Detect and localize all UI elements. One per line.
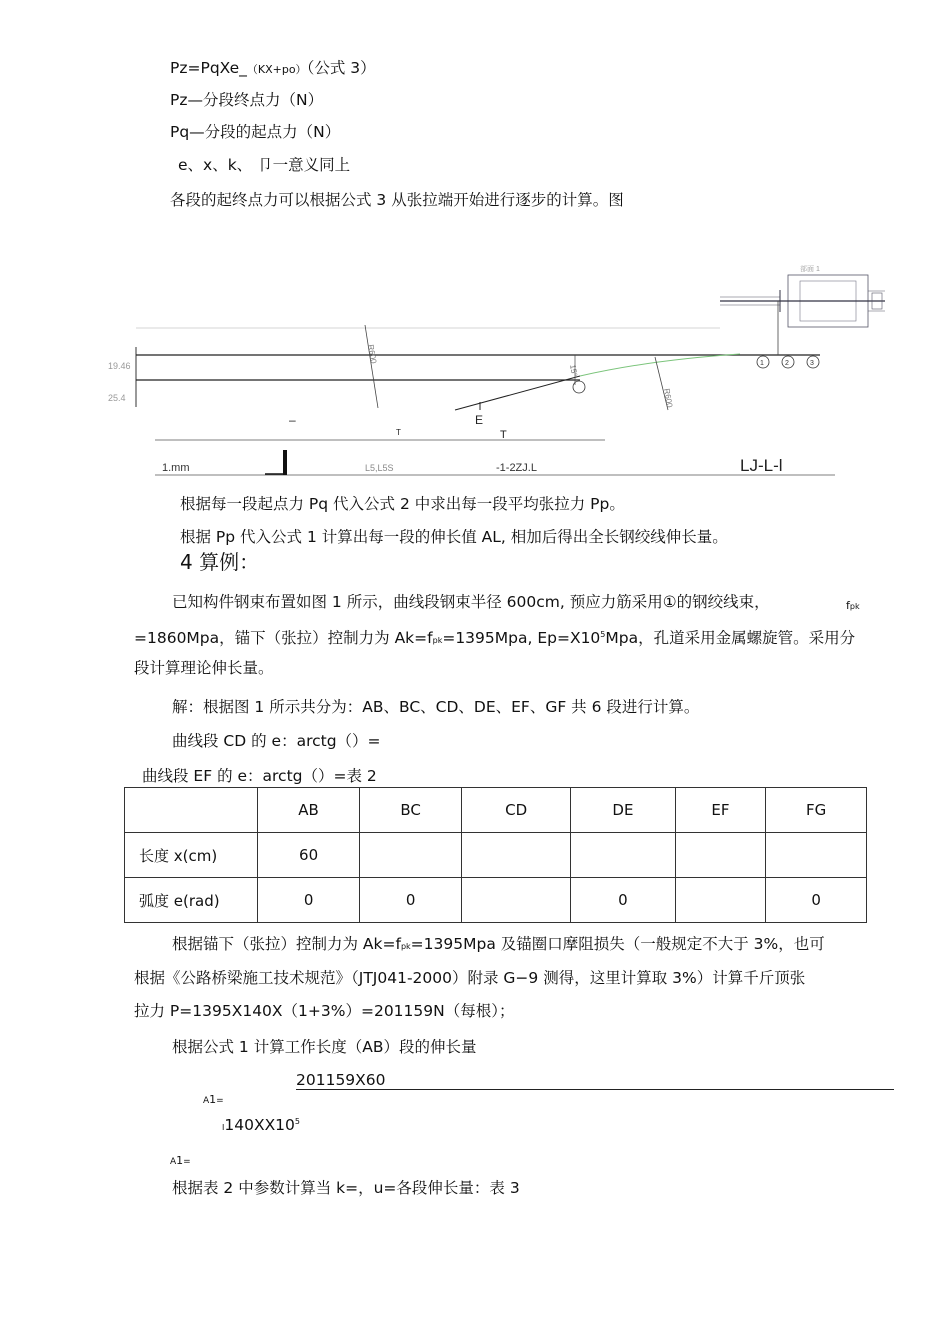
table-2 (124, 787, 867, 923)
table-header-cell (125, 788, 258, 833)
table-cell (766, 833, 867, 878)
table-row (125, 833, 867, 878)
table-header-cell: AB (258, 788, 360, 833)
bottom-code: -1-2ZJ.L (496, 462, 537, 474)
label-r-a: R600 (366, 343, 379, 365)
formula-3-label: （公式 3） (306, 59, 376, 77)
table-header-cell: FG (766, 788, 867, 833)
para-3-text-d: Mpa，孔道采用金属螺旋管。采用分 (605, 629, 856, 648)
para-3-text-c: =1395Mpa, Ep=X10 (442, 629, 601, 648)
result-lhs-a: A (170, 1157, 177, 1167)
para-7-sub: pk (400, 942, 411, 951)
tendon-figure (0, 255, 950, 485)
table-cell: 60 (258, 833, 360, 878)
para-7-text-a: 根据锚下（张拉）控制力为 Ak=f (172, 935, 401, 953)
marker-2-label: 2 (785, 360, 789, 367)
def-pq: Pq—分段的起点力（N） (170, 123, 341, 141)
para-3-line-3: 段计算理论伸长量。 (134, 659, 274, 677)
marker-1-label: 1 (760, 360, 764, 367)
fpk-sub: pk (849, 602, 860, 611)
table-cell: 0 (571, 878, 675, 923)
label-t2: T (500, 429, 507, 441)
table-row-label: 弧度 e(rad) (125, 878, 258, 923)
para-7-line-2: 根据《公路桥梁施工技术规范》（JTJ041-2000）附录 G−9 测得，这里计算取 3%）计算千斤顶张 (134, 969, 806, 987)
para-3-line-1 (172, 592, 770, 612)
label-r-b: R600 (662, 387, 675, 409)
para-calc: 各段的起终点力可以根据公式 3 从张拉端开始进行逐步的计算。图 (170, 191, 624, 209)
dim-left-2: 25.4 (108, 393, 126, 403)
table-cell (571, 833, 675, 878)
table-cell: 0 (360, 878, 462, 923)
bottom-title: LJ-L-l (740, 456, 783, 475)
fraction-den-sup: 5 (294, 1117, 300, 1126)
anchor-circle (573, 381, 585, 393)
fraction-numerator: 201159X60 (296, 1071, 386, 1089)
def-pz: Pz—分段终点力（N） (170, 91, 324, 109)
table-header-cell: EF (675, 788, 766, 833)
section-heading: 4 算例： (180, 550, 260, 574)
label-15: 15° (568, 363, 579, 378)
def-others: e、x、k、 卩一意义同上 (178, 156, 351, 174)
para-9: 根据表 2 中参数计算当 k=，u=各段伸长量：表 3 (172, 1179, 520, 1197)
para-4: 解：根据图 1 所示共分为：AB、BC、CD、DE、EF、GF 共 6 段进行计算。 (172, 698, 700, 716)
fraction-lhs (203, 1090, 224, 1111)
marker-3-label: 3 (810, 360, 814, 367)
para-3-sub: pk (432, 636, 443, 646)
radius-line-1 (365, 325, 378, 408)
label-top-right: 部面 1 (800, 266, 820, 273)
table-header-row (125, 788, 867, 833)
para-7-line-3: 拉力 P=1395X140X（1+3%）=201159N（每根）； (134, 1002, 515, 1020)
tendon-straight (455, 376, 580, 410)
formula-3-exponent: （KX+po） (246, 63, 307, 76)
table-row-label: 长度 x(cm) (125, 833, 258, 878)
table-row (125, 878, 867, 923)
bottom-bar-mark (283, 450, 287, 475)
table-header-cell: CD (462, 788, 571, 833)
fraction-den-mark: I (222, 1123, 225, 1133)
formula-3 (170, 58, 376, 80)
para-7-line-1 (172, 934, 825, 957)
para-3-fpk (846, 596, 860, 617)
fpk-f: f (846, 599, 850, 612)
tendon-curve (580, 354, 740, 376)
label-dash: – (289, 413, 296, 427)
label-t1: T (396, 428, 401, 437)
result-lhs-sub: 1 (176, 1154, 184, 1167)
anchorage-detail (720, 264, 885, 355)
fraction-bar (296, 1089, 894, 1090)
bottom-mid-label: L5,L5S (365, 463, 394, 473)
table-cell (462, 878, 571, 923)
table-cell (675, 878, 766, 923)
fraction-denominator (222, 1112, 300, 1138)
dim-left-1: 19.46 (108, 361, 131, 371)
formula-3-main: Pz=PqXe_ (170, 59, 247, 77)
para-3-sup: 5 (600, 630, 606, 639)
result-lhs (170, 1151, 191, 1172)
label-e: E (475, 413, 484, 427)
para-1: 根据每一段起点力 Pq 代入公式 2 中求出每一段平均张拉力 Pp。 (180, 495, 625, 513)
para-3-text-a: 已知构件钢束布置如图 1 所示，曲线段钢束半径 600cm, 预应力筋采用①的钢绞线束， (172, 593, 770, 611)
result-lhs-eq: = (183, 1157, 191, 1167)
bottom-left-label: 1.mm (162, 462, 190, 474)
para-5: 曲线段 CD 的 e：arctg（）= (172, 732, 381, 750)
table-header-cell: BC (360, 788, 462, 833)
table-cell (462, 833, 571, 878)
table-cell (675, 833, 766, 878)
para-7-text-b: =1395Mpa 及锚圈口摩阻损失（一般规定不大于 3%，也可 (410, 935, 825, 953)
fraction-lhs-sub: 1 (209, 1093, 217, 1106)
para-6: 曲线段 EF 的 e：arctg（）=表 2 (142, 767, 377, 785)
table-cell (360, 833, 462, 878)
table-cell: 0 (258, 878, 360, 923)
fraction-den-text: 140XX10 (224, 1116, 295, 1135)
para-8: 根据公式 1 计算工作长度（AB）段的伸长量 (172, 1038, 477, 1056)
table-cell: 0 (766, 878, 867, 923)
para-2: 根据 Pp 代入公式 1 计算出每一段的伸长值 AL, 相加后得出全长钢绞线伸长量。 (180, 528, 728, 546)
table-header-cell: DE (571, 788, 675, 833)
fraction-lhs-eq: = (216, 1096, 224, 1106)
para-3-text-b: =1860Mpa，锚下（张拉）控制力为 Ak=f (134, 629, 433, 648)
para-3-line-2 (134, 625, 855, 651)
fraction-lhs-a: A (203, 1096, 210, 1106)
